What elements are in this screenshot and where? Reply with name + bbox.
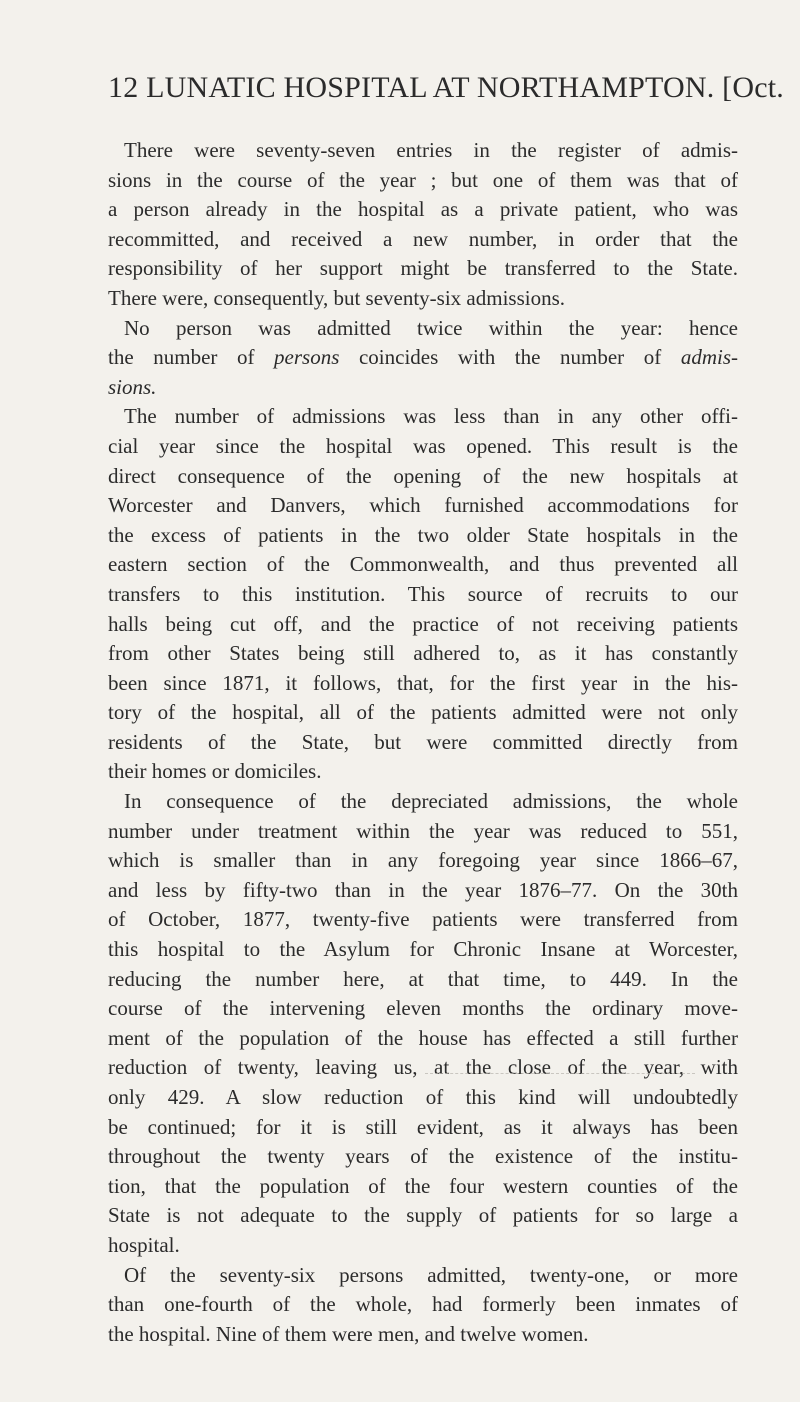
text-line: reduction of twenty, leaving us, at the close of the year, with [108,1055,738,1080]
text-line [108,373,738,403]
italic-term-persons: persons [274,345,340,370]
text-line: the excess of patients in the two older State hospitals in the [108,522,738,547]
text-line: and less by fifty-two than in the year 1876–77. On the 30th [108,877,738,902]
paragraph-3 [108,402,738,787]
text-line: The number of admissions was less than in any other offi- [124,404,738,429]
footer-rule [425,1073,695,1074]
text-line: only 429. A slow reduction of this kind will undoubtedly [108,1085,738,1109]
text-line: residents of the State, but were committed directly from [108,729,738,754]
text-line: In consequence of the depreciated admissions, the whole [124,789,738,814]
text-line: State is not adequate to the supply of patients for so large a [108,1203,738,1228]
body-text [108,136,738,1349]
text-line: transfers to this institution. This source of recruits to our [108,581,738,606]
text-line: ment of the population of the house has effected a still further [108,1025,738,1050]
text-line: which is smaller than in any foregoing year since 1866–67, [108,848,738,873]
text-fragment: coincides with the number of [339,345,681,370]
text-line: a person already in the hospital as a private patient, who was [108,197,738,222]
text-line: hospital. [108,1232,180,1257]
text-line: their homes or domiciles. [108,759,322,784]
text-line: eastern section of the Commonwealth, and thus prevented all [108,552,738,577]
text-line: the hospital. Nine of them were men, and twelve women. [108,1321,589,1346]
italic-term-admissions: admis- [680,345,738,370]
paragraph-5 [108,1261,738,1350]
text-line: Of the seventy-six persons admitted, twenty-one, or more [124,1262,738,1287]
text-line: Worcester and Danvers, which furnished accommodations for [108,493,738,518]
paragraph-2 [108,314,738,403]
text-fragment: the number of [108,345,275,370]
text-line: been since 1871, it follows, that, for the first year in the his- [108,670,738,695]
text-line: this hospital to the Asylum for Chronic Insane at Worcester, [108,937,738,962]
text-line: sions in the course of the year ; but one of them was that of [108,167,738,192]
text-line: responsibility of her support might be transferred to the State. [108,256,738,281]
text-line: course of the intervening eleven months the ordinary move- [108,996,738,1021]
header-month: [Oct. [722,71,784,104]
text-line: halls being cut off, and the practice of not receiving patients [108,611,738,636]
italic-term-admissions-end: sions. [108,374,157,399]
page-number: 12 [108,71,139,104]
text-line: recommitted, and received a new number, in order that the [108,226,738,251]
text-line: from other States being still adhered to, as it has constantly [108,641,738,666]
text-line: of October, 1877, twenty-five patients were transferred from [108,907,738,932]
text-line: cial year since the hospital was opened. This result is the [108,433,738,458]
text-line: be continued; for it is still evident, as it always has been [108,1114,738,1139]
text-line: throughout the twenty years of the existence of the institu- [108,1144,738,1169]
text-line: direct consequence of the opening of the new hospitals at [108,463,738,488]
running-title: LUNATIC HOSPITAL AT NORTHAMPTON. [146,71,715,104]
paragraph-1 [108,136,738,314]
text-line: There were, consequently, but seventy-six admissions. [108,285,566,310]
text-line: tory of the hospital, all of the patients admitted were not only [108,700,738,725]
paragraph-4 [108,787,738,1261]
text-line: than one-fourth of the whole, had formerly been inmates of [108,1292,738,1317]
running-head [108,68,784,108]
text-line: There were seventy-seven entries in the register of admis- [124,138,738,162]
text-line-mixed [108,343,738,373]
text-line: number under treatment within the year was reduced to 551, [108,818,738,843]
text-line: tion, that the population of the four western counties of the [108,1173,738,1198]
text-line: No person was admitted twice within the year: hence [124,315,738,340]
text-line: reducing the number here, at that time, to 449. In the [108,966,738,991]
